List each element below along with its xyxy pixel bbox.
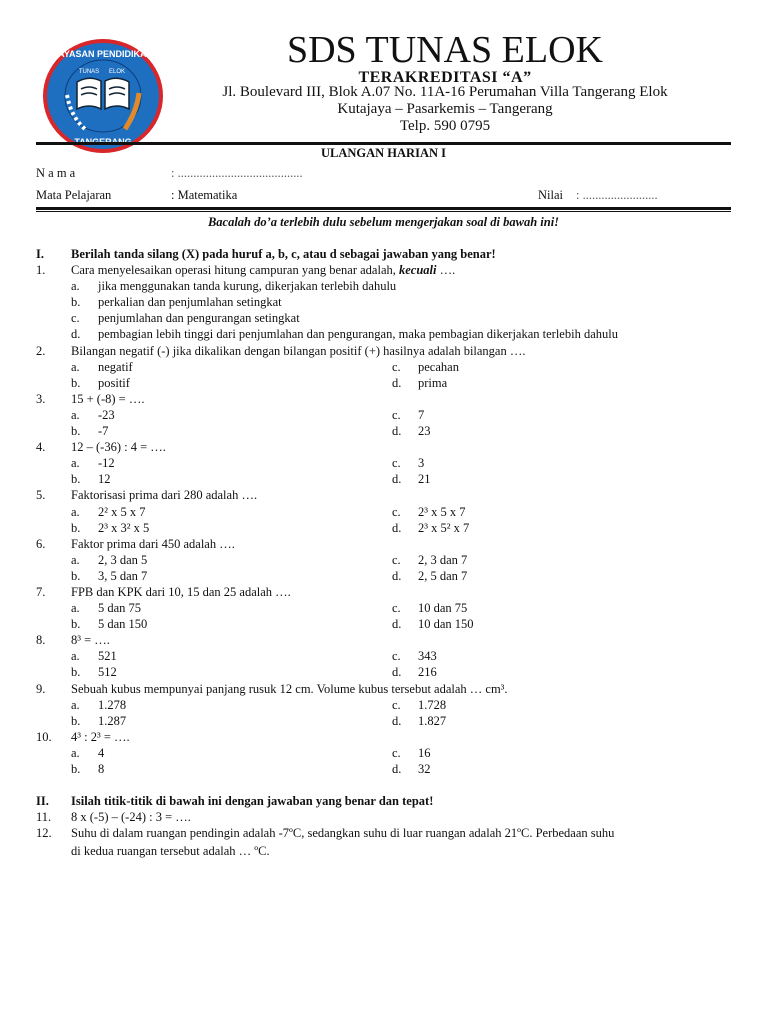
section-number: II. (36, 794, 49, 809)
option-row (36, 310, 736, 326)
option-row (36, 552, 736, 568)
option-letter: d. (71, 327, 81, 342)
option-text: negatif (98, 359, 133, 374)
address-line-1: Jl. Boulevard III, Blok A.07 No. 11A-16 Perumahan Villa Tangerang Elok (222, 84, 668, 100)
subject-value: : Matematika (171, 188, 238, 202)
question-row (36, 262, 736, 278)
option-text: -12 (98, 456, 115, 471)
option-letter: c. (392, 745, 401, 760)
option-text: 3 (418, 456, 425, 471)
school-name: SDS TUNAS ELOK (286, 29, 603, 71)
question-row (36, 729, 736, 745)
question-stem: 12 – (-36) : 4 = …. (71, 440, 166, 455)
option-letter: a. (71, 456, 80, 471)
option-letter: d. (392, 713, 402, 728)
question-stem: 4³ : 2³ = …. (71, 729, 130, 744)
option-letter: a. (71, 649, 80, 664)
question-number: 7. (36, 584, 46, 599)
option-row (36, 326, 736, 342)
option-letter: a. (71, 279, 80, 294)
question-text (71, 343, 525, 359)
question-row (36, 487, 736, 503)
option-row (36, 697, 736, 713)
question-text: di kedua ruangan tersebut adalah … ºC. (71, 844, 270, 859)
question-stem: Faktorisasi prima dari 280 adalah …. (71, 488, 258, 503)
option-row (36, 471, 736, 487)
prayer-instruction: Bacalah do’a terlebih dulu sebelum mengerjakan soal di bawah ini! (207, 215, 560, 229)
option-text: 21 (418, 472, 431, 487)
question-number: 3. (36, 391, 46, 406)
option-letter: a. (71, 504, 80, 519)
option-letter: a. (71, 745, 80, 760)
option-text: positif (98, 375, 130, 390)
option-letter: c. (71, 311, 80, 326)
option-letter: b. (71, 375, 81, 390)
option-letter: c. (392, 601, 401, 616)
option-letter: c. (392, 649, 401, 664)
option-text: 1.728 (418, 697, 447, 712)
option-row (36, 423, 736, 439)
option-letter: b. (71, 520, 81, 535)
option-text: 8 (98, 762, 105, 776)
address-line-2: Kutajaya – Pasarkemis – Tangerang (337, 101, 553, 117)
question-stem: Sebuah kubus mempunyai panjang rusuk 12 cm. Volume kubus tersebut adalah … cm³. (71, 681, 508, 696)
question-number: 6. (36, 536, 46, 551)
option-letter: a. (71, 359, 80, 374)
option-letter: d. (392, 568, 402, 583)
option-letter: a. (71, 697, 80, 712)
accreditation: TERAKREDITASI “A” (358, 69, 532, 86)
option-row (36, 294, 736, 310)
question-row (36, 439, 736, 455)
question-row (36, 584, 736, 600)
question-text (71, 391, 144, 407)
option-letter: b. (71, 568, 81, 583)
question-text (71, 632, 110, 648)
option-row (36, 278, 736, 294)
name-label: N a m a (36, 166, 76, 180)
option-row (36, 520, 736, 536)
question-number: 9. (36, 681, 46, 696)
option-text: 5 dan 150 (98, 617, 148, 632)
question-text (71, 487, 257, 503)
option-row (36, 455, 736, 471)
question-row (36, 825, 736, 841)
option-text: 2, 3 dan 7 (418, 552, 468, 567)
question-row (36, 632, 736, 648)
option-letter: d. (392, 762, 402, 776)
option-letter: b. (71, 295, 81, 310)
question-number: 10. (36, 729, 52, 744)
option-text: penjumlahan dan pengurangan setingkat (98, 311, 300, 326)
question-stem: 8³ = …. (71, 633, 110, 648)
question-row (36, 843, 736, 859)
phone: Telp. 590 0795 (399, 118, 491, 134)
option-letter: c. (392, 504, 401, 519)
option-text: 5 dan 75 (98, 601, 142, 616)
score-field[interactable]: : ........................ (576, 188, 658, 202)
option-row (36, 375, 736, 391)
school-logo (41, 37, 165, 155)
option-letter: b. (71, 424, 81, 439)
svg-text:ELOK: ELOK (108, 69, 126, 75)
question-number: 1. (36, 263, 46, 278)
option-letter: c. (392, 359, 401, 374)
option-letter: d. (392, 472, 402, 487)
option-row (36, 664, 736, 680)
option-text: 216 (418, 665, 437, 680)
option-letter: d. (392, 520, 402, 535)
option-letter: a. (71, 552, 80, 567)
question-text (71, 681, 508, 697)
option-letter: b. (71, 713, 81, 728)
option-letter: a. (71, 407, 80, 422)
question-text: Suhu di dalam ruangan pendingin adalah -7ºC, sedangkan suhu di luar ruangan adalah 21ºC. Perbedaan suhu (71, 826, 615, 841)
row (36, 793, 736, 809)
svg-text:TUNAS: TUNAS (78, 69, 100, 75)
question-text (71, 262, 455, 278)
question-number: 5. (36, 488, 46, 503)
score-label: Nilai (538, 188, 563, 202)
section-gap (36, 777, 736, 793)
option-text: 10 dan 150 (418, 617, 474, 632)
question-emphasis: kecuali (399, 263, 437, 278)
option-text: pecahan (418, 359, 459, 374)
option-text: -7 (98, 424, 109, 439)
option-text: perkalian dan penjumlahan setingkat (98, 295, 282, 310)
option-row (36, 359, 736, 375)
option-text: -23 (98, 407, 115, 422)
option-text: 343 (418, 649, 437, 664)
option-text: 12 (98, 472, 111, 487)
option-row (36, 568, 736, 584)
option-text: 521 (98, 649, 117, 664)
section-instruction: Berilah tanda silang (X) pada huruf a, b, c, atau d sebagai jawaban yang benar! (71, 247, 496, 261)
question-row (36, 681, 736, 697)
option-text: 2³ x 3² x 5 (98, 520, 150, 535)
option-row (36, 745, 736, 761)
header-divider (36, 142, 731, 145)
option-letter: d. (392, 665, 402, 680)
option-row (36, 648, 736, 664)
name-field[interactable]: : ........................................ (171, 166, 303, 180)
option-text: 2, 3 dan 5 (98, 552, 148, 567)
question-tail: …. (436, 263, 456, 278)
option-row (36, 761, 736, 777)
option-letter: d. (392, 375, 402, 390)
question-stem: Cara menyelesaikan operasi hitung campuran yang benar adalah, (71, 263, 396, 278)
option-text: 1.278 (98, 697, 127, 712)
option-text: pembagian lebih tinggi dari penjumlahan dan pengurangan, maka pembagian dikerjakan terlebih dahulu (98, 327, 618, 342)
question-text (71, 729, 130, 745)
subject-label: Mata Pelajaran (36, 188, 112, 202)
section-number: I. (36, 247, 44, 261)
info-divider (36, 207, 731, 210)
question-stem: Bilangan negatif (-) jika dikalikan dengan bilangan positif (+) hasilnya adalah bilangan …. (71, 343, 526, 358)
svg-text:YAYASAN PENDIDIKAN: YAYASAN PENDIDIKAN (52, 49, 154, 59)
option-text: prima (418, 375, 448, 390)
question-text (71, 439, 166, 455)
question-number: 12. (36, 826, 52, 841)
option-row (36, 713, 736, 729)
question-number: 4. (36, 440, 46, 455)
option-row (36, 407, 736, 423)
option-text: 1.287 (98, 713, 127, 728)
option-text: 4 (98, 745, 105, 760)
option-letter: c. (392, 456, 401, 471)
option-text: 2, 5 dan 7 (418, 568, 468, 583)
question-stem: 15 + (-8) = …. (71, 391, 145, 406)
question-row (36, 536, 736, 552)
option-letter: b. (71, 665, 81, 680)
question-stem: Faktor prima dari 450 adalah …. (71, 536, 235, 551)
section-instruction: Isilah titik-titik di bawah ini dengan jawaban yang benar dan tepat! (71, 794, 434, 809)
option-letter: c. (392, 552, 401, 567)
question-number: 8. (36, 633, 46, 648)
option-text: 10 dan 75 (418, 601, 468, 616)
exam-title: ULANGAN HARIAN I (320, 146, 446, 160)
questions (36, 246, 736, 859)
option-letter: d. (392, 617, 402, 632)
option-text: 32 (418, 762, 431, 776)
option-row (36, 600, 736, 616)
question-text (71, 536, 235, 552)
option-letter: b. (71, 472, 81, 487)
option-letter: b. (71, 762, 81, 776)
option-row (36, 504, 736, 520)
question-number: 2. (36, 343, 46, 358)
option-text: 2³ x 5² x 7 (418, 520, 470, 535)
option-text: 2³ x 5 x 7 (418, 504, 466, 519)
option-text: 3, 5 dan 7 (98, 568, 148, 583)
option-text: 512 (98, 665, 117, 680)
info-divider-thin (36, 211, 731, 212)
option-text: 2² x 5 x 7 (98, 504, 146, 519)
question-stem: FPB dan KPK dari 10, 15 dan 25 adalah …. (71, 584, 291, 599)
question-number: 11. (36, 810, 52, 825)
option-text: 7 (418, 407, 425, 422)
question-text: 8 x (-5) – (-24) : 3 = …. (71, 810, 191, 825)
option-letter: d. (392, 424, 402, 439)
option-text: 1.827 (418, 713, 447, 728)
option-letter: b. (71, 617, 81, 632)
row (36, 246, 736, 262)
option-text: 16 (418, 745, 431, 760)
option-letter: c. (392, 407, 401, 422)
option-letter: c. (392, 697, 401, 712)
question-row (36, 809, 736, 825)
question-text (71, 584, 291, 600)
option-text: 23 (418, 424, 431, 439)
option-row (36, 616, 736, 632)
question-row (36, 343, 736, 359)
option-text: jika menggunakan tanda kurung, dikerjakan terlebih dahulu (98, 279, 397, 294)
question-row (36, 391, 736, 407)
option-letter: a. (71, 601, 80, 616)
